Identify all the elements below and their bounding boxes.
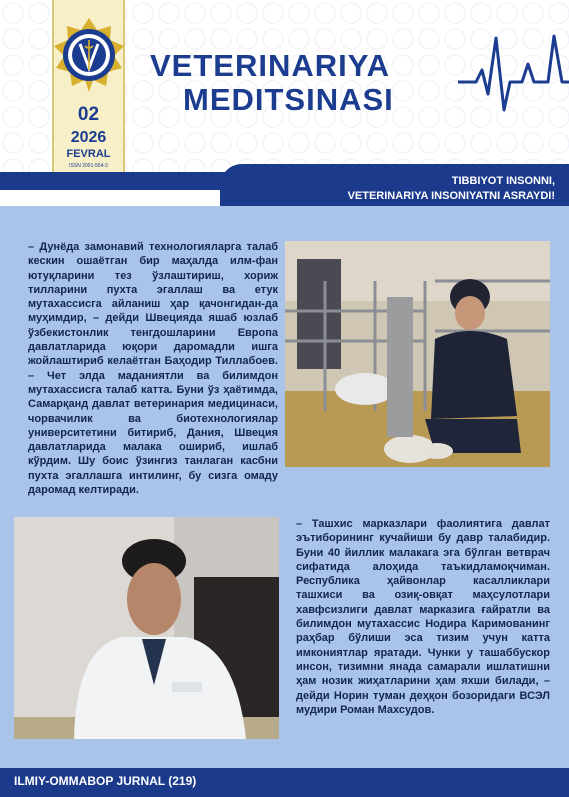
- article-paragraph-1: – Дунёда замонавий технологияларга талаб кескин ошаётган бир маҳалда илм-фан ютуқларини тез ўзлаштириш, хориж тилларини пухта эгаллаш ва етук мутахассисга айланиш ҳар қачонгидан-да муҳимдир, – дейди Швецияда яшаб юзлаб ўзбекистонлик тенгдошларини Европа давлатларида юқори даромадли ишга жойлаштириб келаётган Баҳодир Тиллабоев. – Чет элда маданиятли ва билимдон мутахассисга талаб катта. Буни ўз ҳаётимда, Самарқанд давлат ветеринария медицинаси, чорвачилик ва биотехнологиялар университетини битириб, Дания, Швеция давлатларида малака ошириб, ишлаб кўрдим. Шу боис ўзингиз танлаган касбни пухта эгаллашга интилинг, бу сизга омаду даромад келтиради.: [28, 241, 278, 497]
- slogan-line1: TIBBIYOT INSONNI,: [451, 175, 555, 187]
- article-paragraph-2: – Ташхис марказлари фаолиятига давлат эътиборининг кучайиши бу давр талабидир. Буни 40 йиллик малакага эга бўлган ветврач сифатида алоҳида таъкидламоқчиман. Республика ҳайвонлар касалликлари ташхиси ва озиқ-овқат маҳсулотлари хавфсизлиги давлат марказига ғайратли ва билимдон мутахассис Нодира Каримованинг раҳбар бўлиши эса тизим учун катта имкониятлар яратади. Чунки у ташаббускор инсон, тизимни янада самарали ишлатишни ҳам нозик жиҳатларини ҳам яхши билади, – дейди Норин туман деҳқон бозоридаги ВСЭЛ мудири Роман Махсудов.: [296, 518, 550, 716]
- journal-title-line2: MEDITSINASI: [183, 82, 394, 117]
- issue-year: 2026: [70, 129, 107, 146]
- journal-title-line1: VETERINARIYA: [150, 48, 390, 83]
- footer-text: ILMIY-OMMABOP JURNAL (219): [14, 774, 197, 788]
- slogan-line2: VETERINARIYA INSONIYATNI ASRAYDI!: [347, 190, 555, 202]
- issn-label: ISSN 2091-554-3: [69, 163, 108, 169]
- heartbeat-line-icon: [458, 30, 569, 120]
- photo-man-with-calf: [285, 241, 550, 467]
- photo-man-in-white-coat: [14, 517, 279, 739]
- journal-logo-icon: [50, 16, 128, 94]
- issue-month: FEVRAL: [66, 148, 111, 160]
- issue-number: 02: [77, 104, 100, 125]
